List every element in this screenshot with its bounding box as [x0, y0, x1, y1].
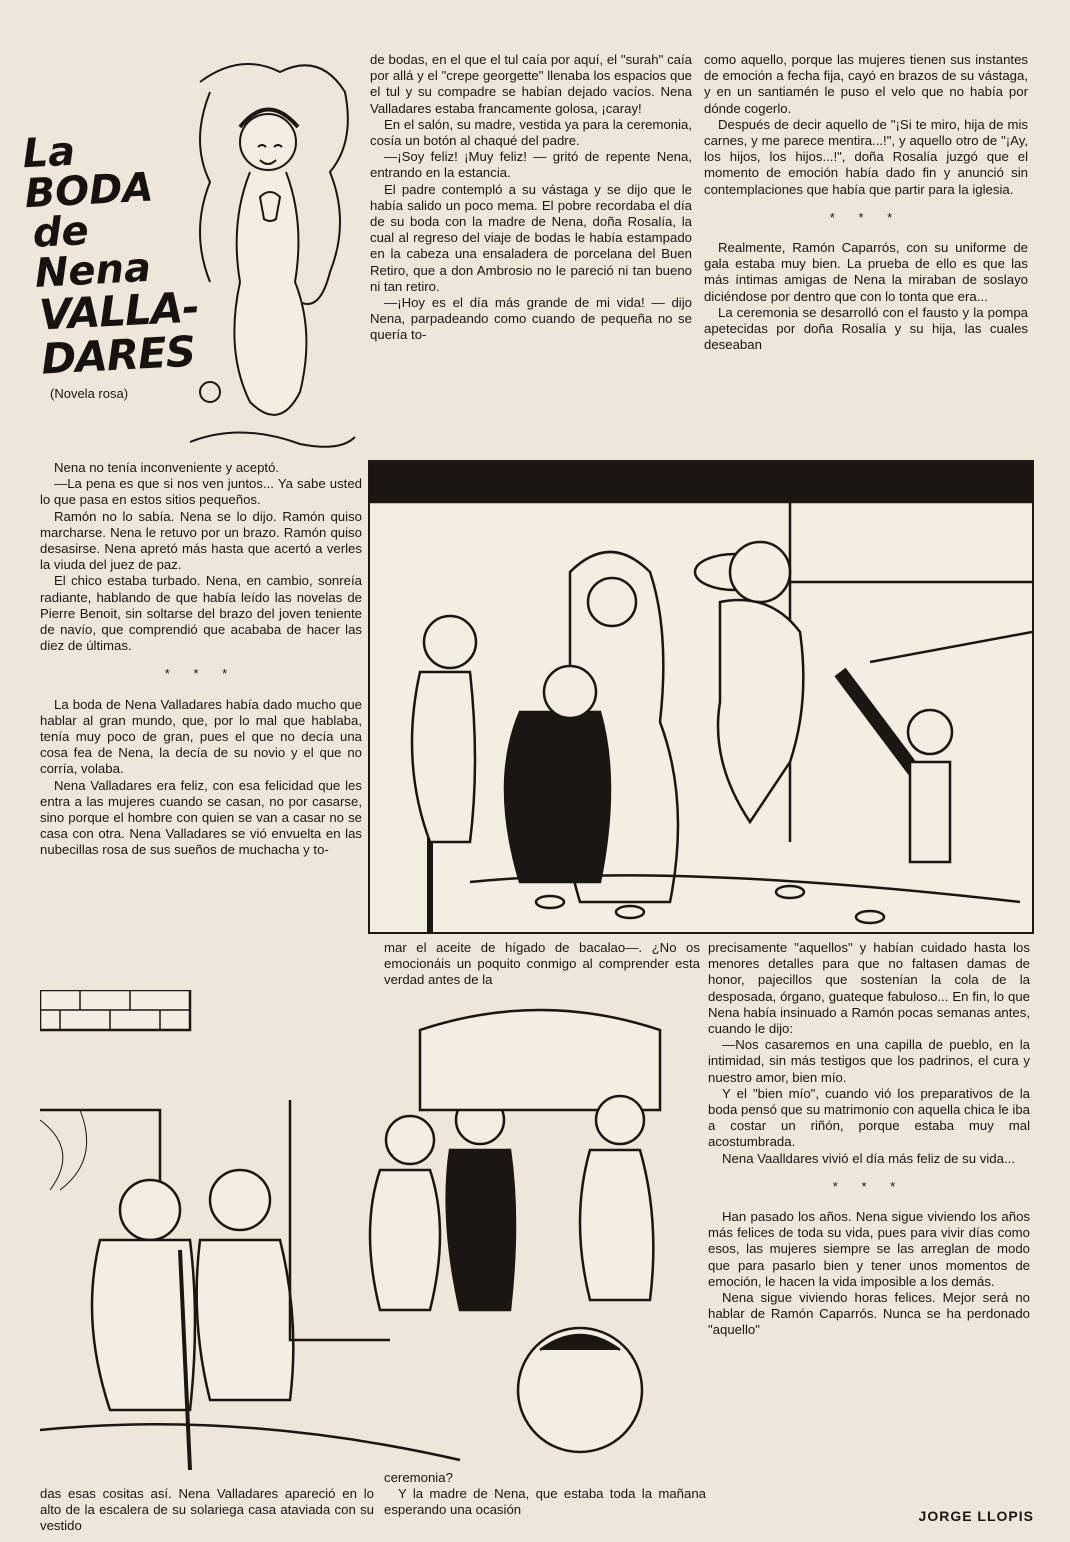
paragraph: El chico estaba turbado. Nena, en cambio, sonreía radiante, hablando de que había leído las novelas de Pierre Benoit, sin soltarse del brazo del joven teniente de navío, que comprendió que acababa de hacer las diez de últimas. [40, 573, 362, 654]
paragraph: Han pasado los años. Nena sigue viviendo los años más felices de toda su vida, pues para vivir días como esos, las mujeres siempre se las arreglan de modo que para pasarlo bien y tener unos momentos de emoción, le hacen la vida imposible a los demás. [708, 1209, 1030, 1289]
paragraph: La boda de Nena Valladares había dado mucho que hablar al gran mundo, que, por lo mal que hablaba, tenía muy poco de gran, pues el que no decía una cosa fea de Nena, la decía de su novio y el que no corría, volaba. [40, 696, 362, 777]
paragraph: —Nos casaremos en una capilla de pueblo, en la intimidad, sin más testigos que los padrinos, el cura y nuestro amor, bien mío. [708, 1037, 1030, 1085]
paragraph: Nena Vaalldares vivió el día más feliz de su vida... [722, 1150, 1015, 1166]
paragraph: como aquello, porque las mujeres tienen sus instantes de emoción a fecha fija, cayó en brazos de su vástaga, y en un santiamén le puso el velo que no había por dónde cogerlo. [704, 52, 1028, 116]
column-middle-lower [384, 940, 700, 989]
author-signature: JORGE LLOPIS [918, 1508, 1034, 1524]
column-left-top [40, 460, 362, 859]
column-middle-top [370, 52, 692, 344]
paragraph: mar el aceite de hígado de bacalao—. ¿No os emocionáis un poquito conmigo al comprender esta verdad antes de la [384, 940, 700, 988]
title-line-1: La BODA [21, 128, 155, 218]
story-title [21, 126, 200, 384]
paragraph: Nena Valladares era feliz, con esa felicidad que les entra a las mujeres cuando se casan, no por casarse, sino porque el hombre con quien se van a casar no se casa con otra. Nena Valladares se vió envuelta en las nubecillas rosa de sus sueños de muchacha y to- [40, 777, 362, 858]
paragraph: Después de decir aquello de "¡Si te miro, hija de mis carnes, y me parece mentira...!", y aquello otro de "¡Ay, los hijos, los hijos...!", doña Rosalía juzgó que el momento de emoción había dado fin y anunció sin contemplaciones que había que partir para la iglesia. [704, 116, 1028, 197]
section-divider: * * * [829, 209, 903, 225]
paragraph: En el salón, su madre, vestida ya para la ceremonia, cosía un botón al chaqué del padre. [370, 116, 692, 149]
title-line-4: DARES [40, 326, 197, 384]
paragraph: Nena no tenía inconveniente y aceptó. [54, 460, 280, 475]
story-subtitle: (Novela rosa) [50, 386, 129, 401]
paragraph: de bodas, en el que el tul caía por aquí, el "surah" caía por allá y el "crepe georgette" llenaba los espacios que el tul y su compadre se habían dejado vacíos. Nena Valladares estaba francamente golosa, ¡caray! [370, 52, 692, 116]
column-left-bottom [40, 1486, 374, 1535]
paragraph: Y el "bien mío", cuando vió los preparativos de la boda pensó que su matrimonio con aquella chica le iba a costar un riñón, porque estaba muy mal acostumbrada. [708, 1085, 1030, 1150]
paragraph: —¡Soy feliz! ¡Muy feliz! — gritó de repente Nena, entrando en la estancia. [370, 149, 692, 181]
paragraph: das esas cositas así. Nena Valladares apareció en lo alto de la escalera de su solariega casa ataviada con su vestido [40, 1486, 374, 1534]
paragraph: Realmente, Ramón Caparrós, con su uniforme de gala estaba muy bien. La prueba de ello es que las más íntimas amigas de Nena la miraban de soslayo diciéndose por dentro que con lo tonta que era... [704, 240, 1028, 304]
bride-illustration [180, 52, 358, 452]
paragraph: Nena sigue viviendo horas felices. Mejor será no hablar de Ramón Caparrós. Nunca se ha perdonado "aquello" [708, 1290, 1030, 1338]
cartoon-wedding-scene [368, 460, 1034, 934]
section-divider: * * * [164, 666, 238, 682]
title-line-3: VALLA- [37, 282, 200, 340]
paragraph: —¡Hoy es el día más grande de mi vida! — dijo Nena, parpadeando como cuando de pequeña no se quería to- [370, 295, 692, 343]
section-divider: * * * [832, 1178, 906, 1194]
paragraph: ceremonia? [384, 1470, 453, 1485]
title-line-2: de Nena [31, 208, 153, 297]
paragraph: precisamente "aquellos" y habían cuidado hasta los menores detalles para que no faltasen damas de honor, pajecillos que sostenían la cola de la desposada, órgano, guateque fabuloso... En fin, lo que Nena había insinuado a Ramón pocas semanas antes, cuando le dijo: [708, 940, 1030, 1037]
paragraph: Y la madre de Nena, que estaba toda la mañana esperando una ocasión [384, 1486, 706, 1518]
paragraph: La ceremonia se desarrolló con el fausto y la pompa apetecidas por doña Rosalía y su hija, las cuales deseaban [704, 304, 1028, 353]
paragraph: El padre contempló a su vástaga y se dijo que le había salido un poco mema. El pobre recordaba el día de su boda con la madre de Nena, doña Rosalía, la cual al regreso del viaje de bodas le había estampado en la cabeza una ensaladera de porcelana del Buen Retiro, que a don Ambrosio no le pareció ni tan bueno ni tan retiro. [370, 181, 692, 294]
column-right-lower [708, 940, 1030, 1339]
cartoon-street-scene [40, 990, 730, 1480]
column-right-top [704, 52, 1028, 353]
column-middle-bottom [384, 1470, 706, 1519]
paragraph: Ramón no lo sabía. Nena se lo dijo. Ramón quiso marcharse. Nena le retuvo por un brazo. Ramón quiso desasirse. Nena apretó más hasta que acertó a verles la viuda del juez de paz. [40, 508, 362, 573]
paragraph: —La pena es que si nos ven juntos... Ya sabe usted lo que pasa en estos sitios pequeños. [40, 476, 362, 508]
